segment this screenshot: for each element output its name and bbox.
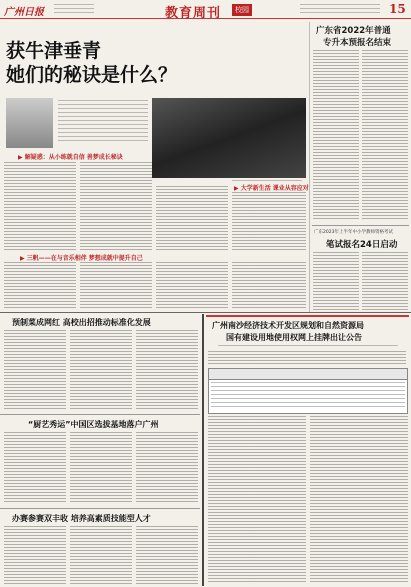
- page-header: [0, 0, 411, 19]
- feature-column-4: [232, 192, 306, 250]
- lower-article-1-col2: [70, 330, 132, 410]
- header-editor-info: [300, 4, 380, 14]
- column-divider: [309, 22, 310, 312]
- page-number: 15: [389, 2, 406, 16]
- sidebar-headline-1-line2: 专升本预报名结束: [323, 38, 392, 48]
- student-portrait-photo: [6, 98, 53, 148]
- feature-column-3: [156, 186, 228, 250]
- sidebar-headline-2-line1: 广东2023年上半年中小学教师资格考试: [314, 230, 393, 235]
- lower-divider-2: [0, 508, 200, 509]
- feature-column-8: [232, 262, 306, 308]
- lower-headline-2: “厨艺秀运”中国区选拔基地落户广州: [28, 420, 159, 429]
- notice-subtitle: [218, 345, 398, 348]
- lower-article-3-col2: [70, 526, 132, 584]
- lower-divider-1: [0, 414, 200, 415]
- feature-subhead-2: ▶ 大学新生活 课业从容应对: [234, 185, 309, 192]
- lower-article-1-col1: [4, 330, 66, 410]
- feature-column-1: [4, 162, 76, 250]
- feature-title-line2: 她们的秘诀是什么？: [6, 64, 178, 86]
- notice-border-left: [202, 314, 204, 586]
- lower-article-2-col2: [70, 432, 132, 504]
- notice-text-col2: [310, 416, 408, 584]
- newspaper-logo: 广州日报: [4, 7, 44, 18]
- feature-intro-text: [58, 100, 148, 142]
- lower-headline-3: 办赛参赛双丰收 培养高素质技能型人才: [12, 514, 151, 523]
- section-title: 教育周刊: [165, 6, 222, 21]
- sidebar-headline-1-line1: 广东省2022年普通: [316, 26, 391, 36]
- student-marimba-photo: [152, 98, 306, 178]
- notice-land-table: [208, 368, 408, 414]
- sidebar-article-1-col1: [313, 50, 359, 220]
- sidebar-headline-2-line2: 笔试报名24日启动: [326, 240, 398, 250]
- feature-column-2: [80, 162, 152, 250]
- header-dateline: [54, 4, 94, 13]
- section-divider: [0, 312, 411, 313]
- lower-article-3-col3: [136, 526, 198, 584]
- feature-subhead-1: ▶ 解疑惑：从小练就自信 善梦成长秘诀: [18, 154, 123, 161]
- lower-article-3-col1: [4, 526, 66, 584]
- feature-subhead-3: ▶ 三帆——在与音乐相伴 梦想成就中提升自己: [20, 255, 143, 262]
- feature-column-5: [4, 262, 76, 308]
- feature-column-6: [80, 262, 152, 308]
- lower-article-1-col3: [136, 330, 198, 410]
- notice-top-rule: [206, 315, 409, 317]
- notice-title-line2: 国有建设用地使用权网上挂牌出让公告: [226, 333, 362, 342]
- section-tag: 校园: [232, 4, 252, 16]
- sidebar-article-2-col2: [362, 252, 408, 310]
- feature-title-line1: 获牛津垂青: [6, 40, 102, 62]
- sidebar-article-2-col1: [313, 252, 359, 310]
- sidebar-divider: [312, 225, 409, 226]
- lower-article-2-col3: [136, 432, 198, 504]
- notice-intro-text: [208, 351, 406, 365]
- notice-title-line1: 广州南沙经济技术开发区规划和自然资源局: [212, 321, 364, 330]
- feature-column-7: [156, 262, 228, 308]
- lower-headline-1: 预制菜成网红 高校出招推动标准化发展: [12, 318, 151, 327]
- notice-text-col1: [208, 416, 306, 584]
- lower-article-2-col1: [4, 432, 66, 504]
- sidebar-article-1-col2: [362, 50, 408, 220]
